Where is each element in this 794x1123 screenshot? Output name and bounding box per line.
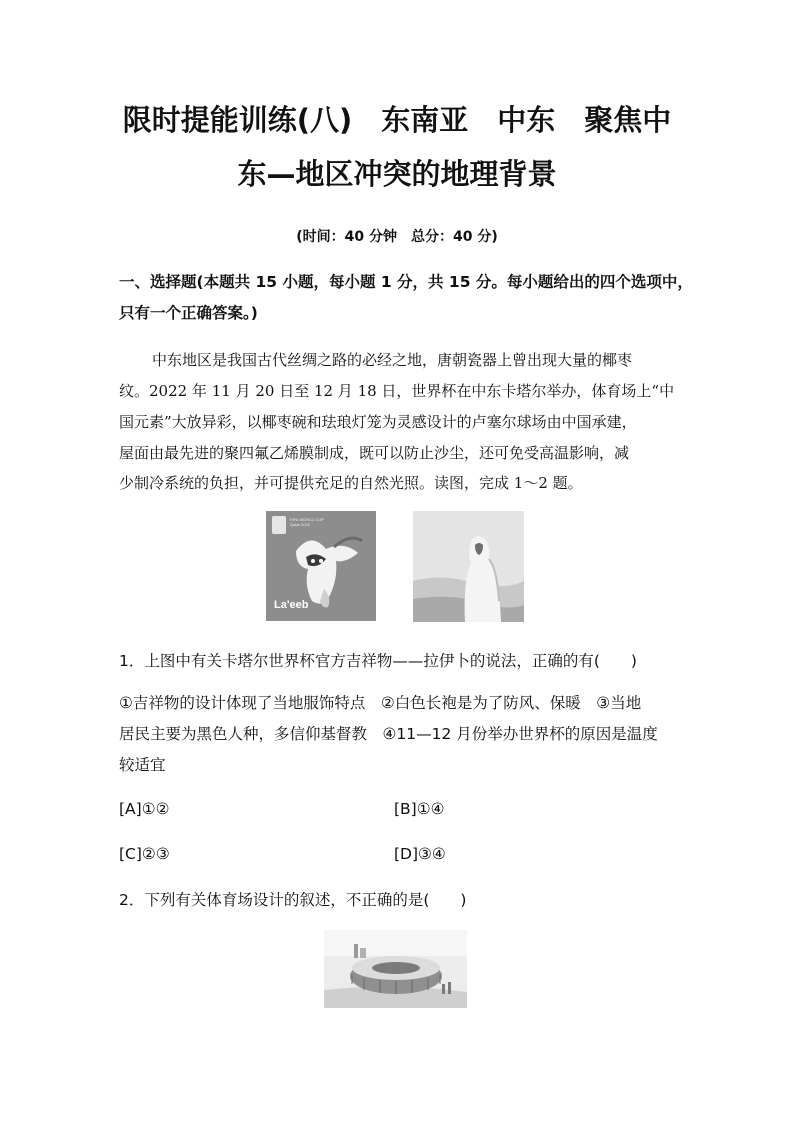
passage-line: 中东地区是我国古代丝绸之路的必经之地，唐朝瓷器上曾出现大量的椰枣 (152, 351, 633, 369)
option-a[interactable]: [A]①② (119, 800, 170, 818)
passage-line: 纹。2022 年 11 月 20 日至 12 月 18 日，世界杯在中东卡塔尔举办，体育场上“中 (119, 382, 675, 400)
desert-man-illustration (413, 511, 524, 622)
stadium-illustration (324, 930, 467, 1008)
question-1-statement: 较适宜 (119, 756, 166, 774)
stadium-photo (324, 930, 467, 1008)
passage-line: 屋面由最先进的聚四氟乙烯膜制成，既可以防止沙尘，还可免受高温影响，减 (119, 444, 630, 462)
passage-line: 少制冷系统的负担，并可提供充足的自然光照。读图，完成 1～2 题。 (119, 474, 583, 492)
section-heading-line-1: 一、选择题(本题共 15 小题，每小题 1 分，共 15 分。每小题给出的四个选项中， (119, 273, 693, 291)
option-b[interactable]: [B]①④ (394, 800, 445, 818)
document-title-line-2: 东—地区冲突的地理背景 (237, 157, 557, 191)
desert-man-photo (413, 511, 524, 622)
mascot-image (266, 511, 376, 621)
fifa-logo-text: FIFA WORLD CUP Qatar 2022 (290, 517, 324, 527)
section-heading-line-2: 只有一个正确答案。) (119, 304, 258, 322)
option-d[interactable]: [D]③④ (394, 845, 446, 863)
passage-line: 国元素”大放异彩，以椰枣碗和珐琅灯笼为灵感设计的卢塞尔球场由中国承建， (119, 413, 637, 431)
question-1-stem: 1．上图中有关卡塔尔世界杯官方吉祥物——拉伊卜的说法，正确的有( ) (119, 652, 637, 670)
question-2-stem: 2．下列有关体育场设计的叙述，不正确的是( ) (119, 891, 467, 909)
document-title-line-1: 限时提能训练(八) 东南亚 中东 聚焦中 (122, 103, 672, 137)
question-1-statement: 居民主要为黑色人种，多信仰基督教 ④11—12 月份举办世界杯的原因是温度 (119, 725, 658, 743)
option-c[interactable]: [C]②③ (119, 845, 170, 863)
time-and-score: (时间：40 分钟 总分：40 分) (296, 229, 498, 245)
question-1-statement: ①吉祥物的设计体现了当地服饰特点 ②白色长袍是为了防风、保暖 ③当地 (119, 694, 642, 712)
mascot-caption: La'eeb (274, 599, 309, 611)
